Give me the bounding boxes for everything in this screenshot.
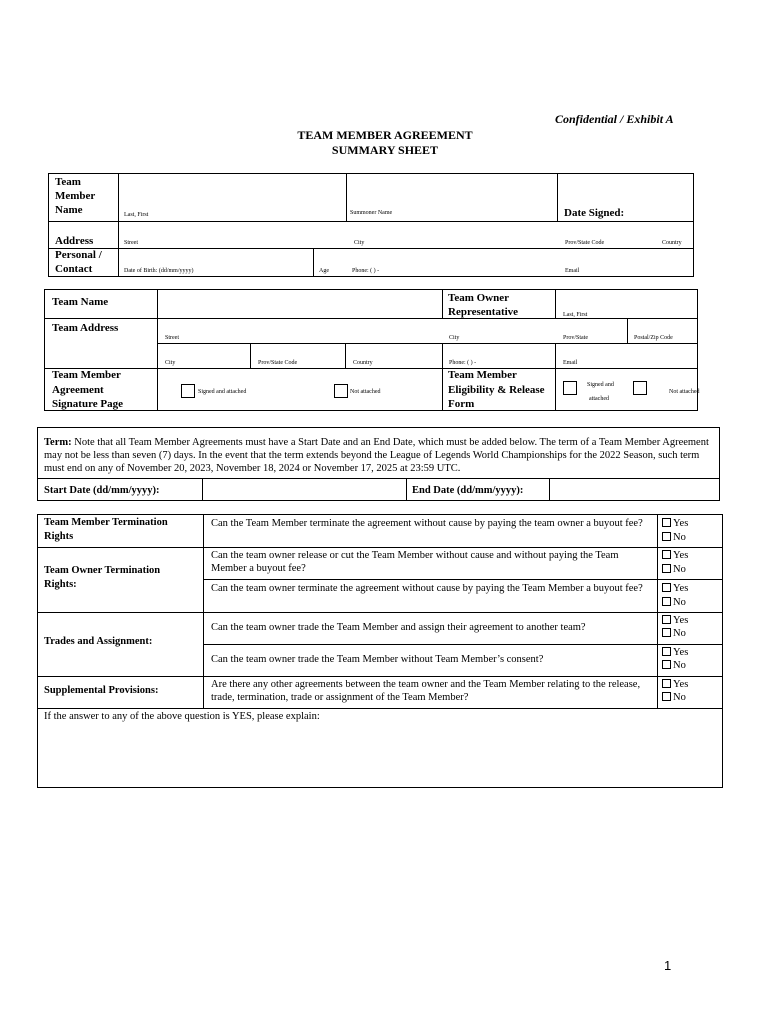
explain-textarea[interactable] [40,724,720,786]
team-phone-hint[interactable]: Phone: ( ) - [449,360,477,366]
q1-no-checkbox[interactable] [662,532,671,541]
eligibility-signed-and: Signed and [587,382,614,388]
title-line-1: TEAM MEMBER AGREEMENT [297,128,473,142]
dob-hint[interactable]: Date of Birth: (dd/mm/yyyy) [124,268,194,274]
end-date-label: End Date (dd/mm/yyyy): [412,485,524,496]
q5-yes-option[interactable] [662,646,688,659]
team-owner-rep-label: Team Owner Representative [448,292,519,318]
q5-no-option[interactable] [662,659,686,672]
member-termination-label: Team Member Termination Rights [44,517,168,542]
title-line-2: SUMMARY SHEET [331,143,439,157]
yes-label: Yes [673,647,689,658]
eligibility-signed-checkbox[interactable] [563,381,577,395]
owner-last-first-hint[interactable]: Last, First [563,312,588,318]
end-date-field[interactable] [550,479,719,500]
yes-label: Yes [673,679,689,690]
term-label: Term: [44,437,72,448]
team-postal-zip-hint[interactable]: Postal/Zip Code [634,335,673,341]
team-prov-state-code-hint[interactable]: Prov/State Code [258,360,298,366]
eligibility-not-attached-checkbox[interactable] [633,381,647,395]
last-first-hint[interactable]: Last, First [124,212,149,218]
q6-yes-option[interactable] [662,678,688,691]
term-paragraph [44,436,716,475]
team-name-label: Team Name [52,296,109,308]
confidential-label: Confidential / Exhibit A [555,112,674,126]
no-label: No [673,628,686,639]
q4-yes-checkbox[interactable] [662,615,671,624]
q6-yes-checkbox[interactable] [662,679,671,688]
q6-no-option[interactable] [662,691,686,704]
question-1: Can the Team Member terminate the agreement without cause by paying the team owner a buyout fee? [211,518,643,529]
q3-yes-option[interactable] [662,582,688,595]
question-3: Can the team owner terminate the agreement without cause by paying the Team Member a buyout fee? [211,583,643,594]
signed-attached-label: Signed and attached [198,389,247,395]
team-city-hint[interactable]: City [449,335,460,341]
team-member-name-label: Team Member Name [55,176,96,216]
yes-label: Yes [673,615,689,626]
team-street-hint[interactable]: Street [165,335,179,341]
q3-no-option[interactable] [662,596,686,609]
eligibility-attached: attached [589,396,609,402]
q6-no-checkbox[interactable] [662,692,671,701]
page-title [0,128,770,158]
street-hint[interactable]: Street [124,240,138,246]
owner-termination-label: Team Owner Termination Rights: [44,565,161,590]
q2-no-option[interactable] [662,563,686,576]
q2-yes-option[interactable] [662,549,688,562]
question-2: Can the team owner release or cut the Team Member without cause and without paying the Team Member a buyout fee? [211,550,619,574]
supplemental-label: Supplemental Provisions: [44,685,159,696]
question-4: Can the team owner trade the Team Member and assign their agreement to another team? [211,622,586,633]
q1-yes-checkbox[interactable] [662,518,671,527]
eligibility-not-attached-label: Not attached [669,389,700,395]
start-date-label: Start Date (dd/mm/yyyy): [44,485,160,496]
q2-no-checkbox[interactable] [662,564,671,573]
team-address-label: Team Address [52,322,119,334]
no-label: No [673,564,686,575]
q3-no-checkbox[interactable] [662,597,671,606]
personal-contact-label: Personal / Contact [55,249,102,275]
question-5: Can the team owner trade the Team Member without Team Member’s consent? [211,654,544,665]
q4-no-checkbox[interactable] [662,628,671,637]
q5-no-checkbox[interactable] [662,660,671,669]
start-date-field[interactable] [203,479,405,500]
eligibility-form-label: Team Member Eligibility & Release Form [448,369,545,410]
address-label: Address [55,235,94,247]
question-6: Are there any other agreements between the team owner and the Team Member relating to the release, trade, termination, trade or assignment of the Team Member? [211,679,641,703]
country-hint[interactable]: Country [662,240,682,246]
q3-yes-checkbox[interactable] [662,583,671,592]
q5-yes-checkbox[interactable] [662,647,671,656]
yes-label: Yes [673,550,689,561]
trades-assignment-label: Trades and Assignment: [44,636,153,647]
q2-yes-checkbox[interactable] [662,550,671,559]
q1-no-option[interactable] [662,531,686,544]
page-number: 1 [664,958,672,973]
not-attached-checkbox[interactable] [334,384,348,398]
yes-label: Yes [673,583,689,594]
no-label: No [673,692,686,703]
city-hint[interactable]: City [354,240,365,246]
no-label: No [673,597,686,608]
term-text: Note that all Team Member Agreements must have a Start Date and an End Date, which must be added below. The term of a Team Member Agreement may not be less than seven (7) days. In the event that the term extends beyond the League of Legends World Championships for the 2022 Season, such term must end on any of November 20, 2023, November 18, 2024 or November 17, 2025 at 23:59 UTC. [44,437,709,474]
team-email-hint[interactable]: Email [563,360,578,366]
age-hint[interactable]: Age [319,268,329,274]
summoner-name-hint[interactable]: Summoner Name [350,210,393,216]
yes-label: Yes [673,518,689,529]
email-hint[interactable]: Email [565,268,580,274]
not-attached-label: Not attached [350,389,381,395]
phone-hint[interactable]: Phone: ( ) - [352,268,380,274]
team-prov-state-hint[interactable]: Prov/State [563,335,588,341]
signature-page-label: Team Member Agreement Signature Page [52,369,123,410]
q1-yes-option[interactable] [662,517,688,530]
prov-state-code-hint[interactable]: Prov/State Code [565,240,605,246]
explain-prompt: If the answer to any of the above question is YES, please explain: [44,711,320,722]
q4-yes-option[interactable] [662,614,688,627]
no-label: No [673,532,686,543]
q4-no-option[interactable] [662,627,686,640]
no-label: No [673,660,686,671]
signed-attached-checkbox[interactable] [181,384,195,398]
team-city2-hint[interactable]: City [165,360,176,366]
team-country-hint[interactable]: Country [353,360,373,366]
date-signed-label[interactable]: Date Signed: [564,207,625,219]
